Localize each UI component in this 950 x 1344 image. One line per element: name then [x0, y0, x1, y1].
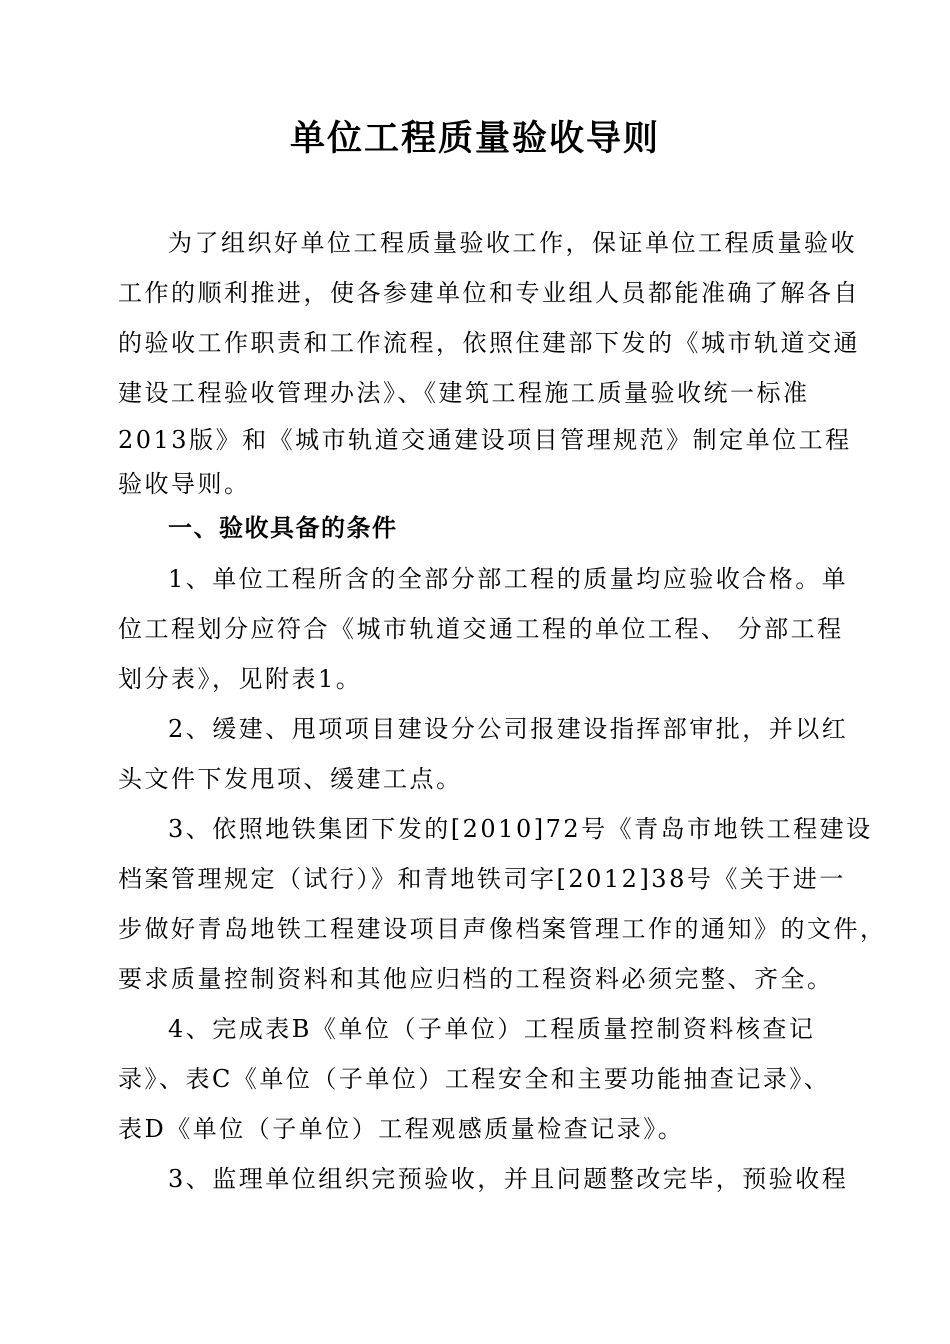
document-title: 单位工程质量验收导则 — [289, 119, 660, 159]
paragraph-line: 建设工程验收管理办法》、《建筑工程施工质量验收统一标准 — [118, 379, 810, 407]
paragraph-line: 1、单位工程所含的全部分部工程的质量均应验收合格。单 — [168, 565, 849, 593]
section-heading: 一、验收具备的条件 — [168, 514, 398, 542]
paragraph-line: 2、缓建、甩项项目建设分公司报建设指挥部审批，并以红 — [168, 715, 849, 743]
paragraph-line: 档案管理规定（试行）》和青地铁司字[2012]38号《关于进一 — [118, 865, 846, 893]
paragraph-line: 划分表》，见附表1。 — [118, 665, 363, 693]
document-body — [118, 218, 887, 1204]
paragraph-line: 表D《单位（子单位）工程观感质量检查记录》。 — [118, 1115, 685, 1143]
paragraph-line: 3、依照地铁集团下发的[2010]72号《青岛市地铁工程建设 — [168, 815, 873, 843]
paragraph-line: 为了组织好单位工程质量验收工作，保证单位工程质量验收 — [168, 229, 857, 257]
paragraph-line: 位工程划分应符合《城市轨道交通工程的单位工程、 分部工程 — [118, 615, 844, 643]
paragraph-line: 的验收工作职责和工作流程，依照住建部下发的《城市轨道交通 — [118, 329, 860, 357]
paragraph-line: 头文件下发甩项、缓建工点。 — [118, 765, 463, 793]
paragraph-line: 3、监理单位组织完预验收，并且问题整改完毕，预验收程 — [168, 1165, 849, 1193]
paragraph-line: 录》、表C《单位（子单位）工程安全和主要功能抽查记录》、 — [118, 1065, 831, 1093]
paragraph-line: 2013版》和《城市轨道交通建设项目管理规范》制定单位工程 — [118, 426, 852, 454]
paragraph-line: 要求质量控制资料和其他应归档的工程资料必须完整、齐全。 — [118, 965, 834, 993]
paragraph-line: 4、完成表B《单位（子单位）工程质量控制资料核查记 — [168, 1015, 816, 1043]
paragraph-line: 验收导则。 — [118, 470, 251, 498]
paragraph-line: 步做好青岛地铁工程建设项目声像档案管理工作的通知》的文件， — [118, 915, 887, 943]
paragraph-line: 工作的顺利推进，使各参建单位和专业组人员都能准确了解各自 — [118, 279, 860, 307]
